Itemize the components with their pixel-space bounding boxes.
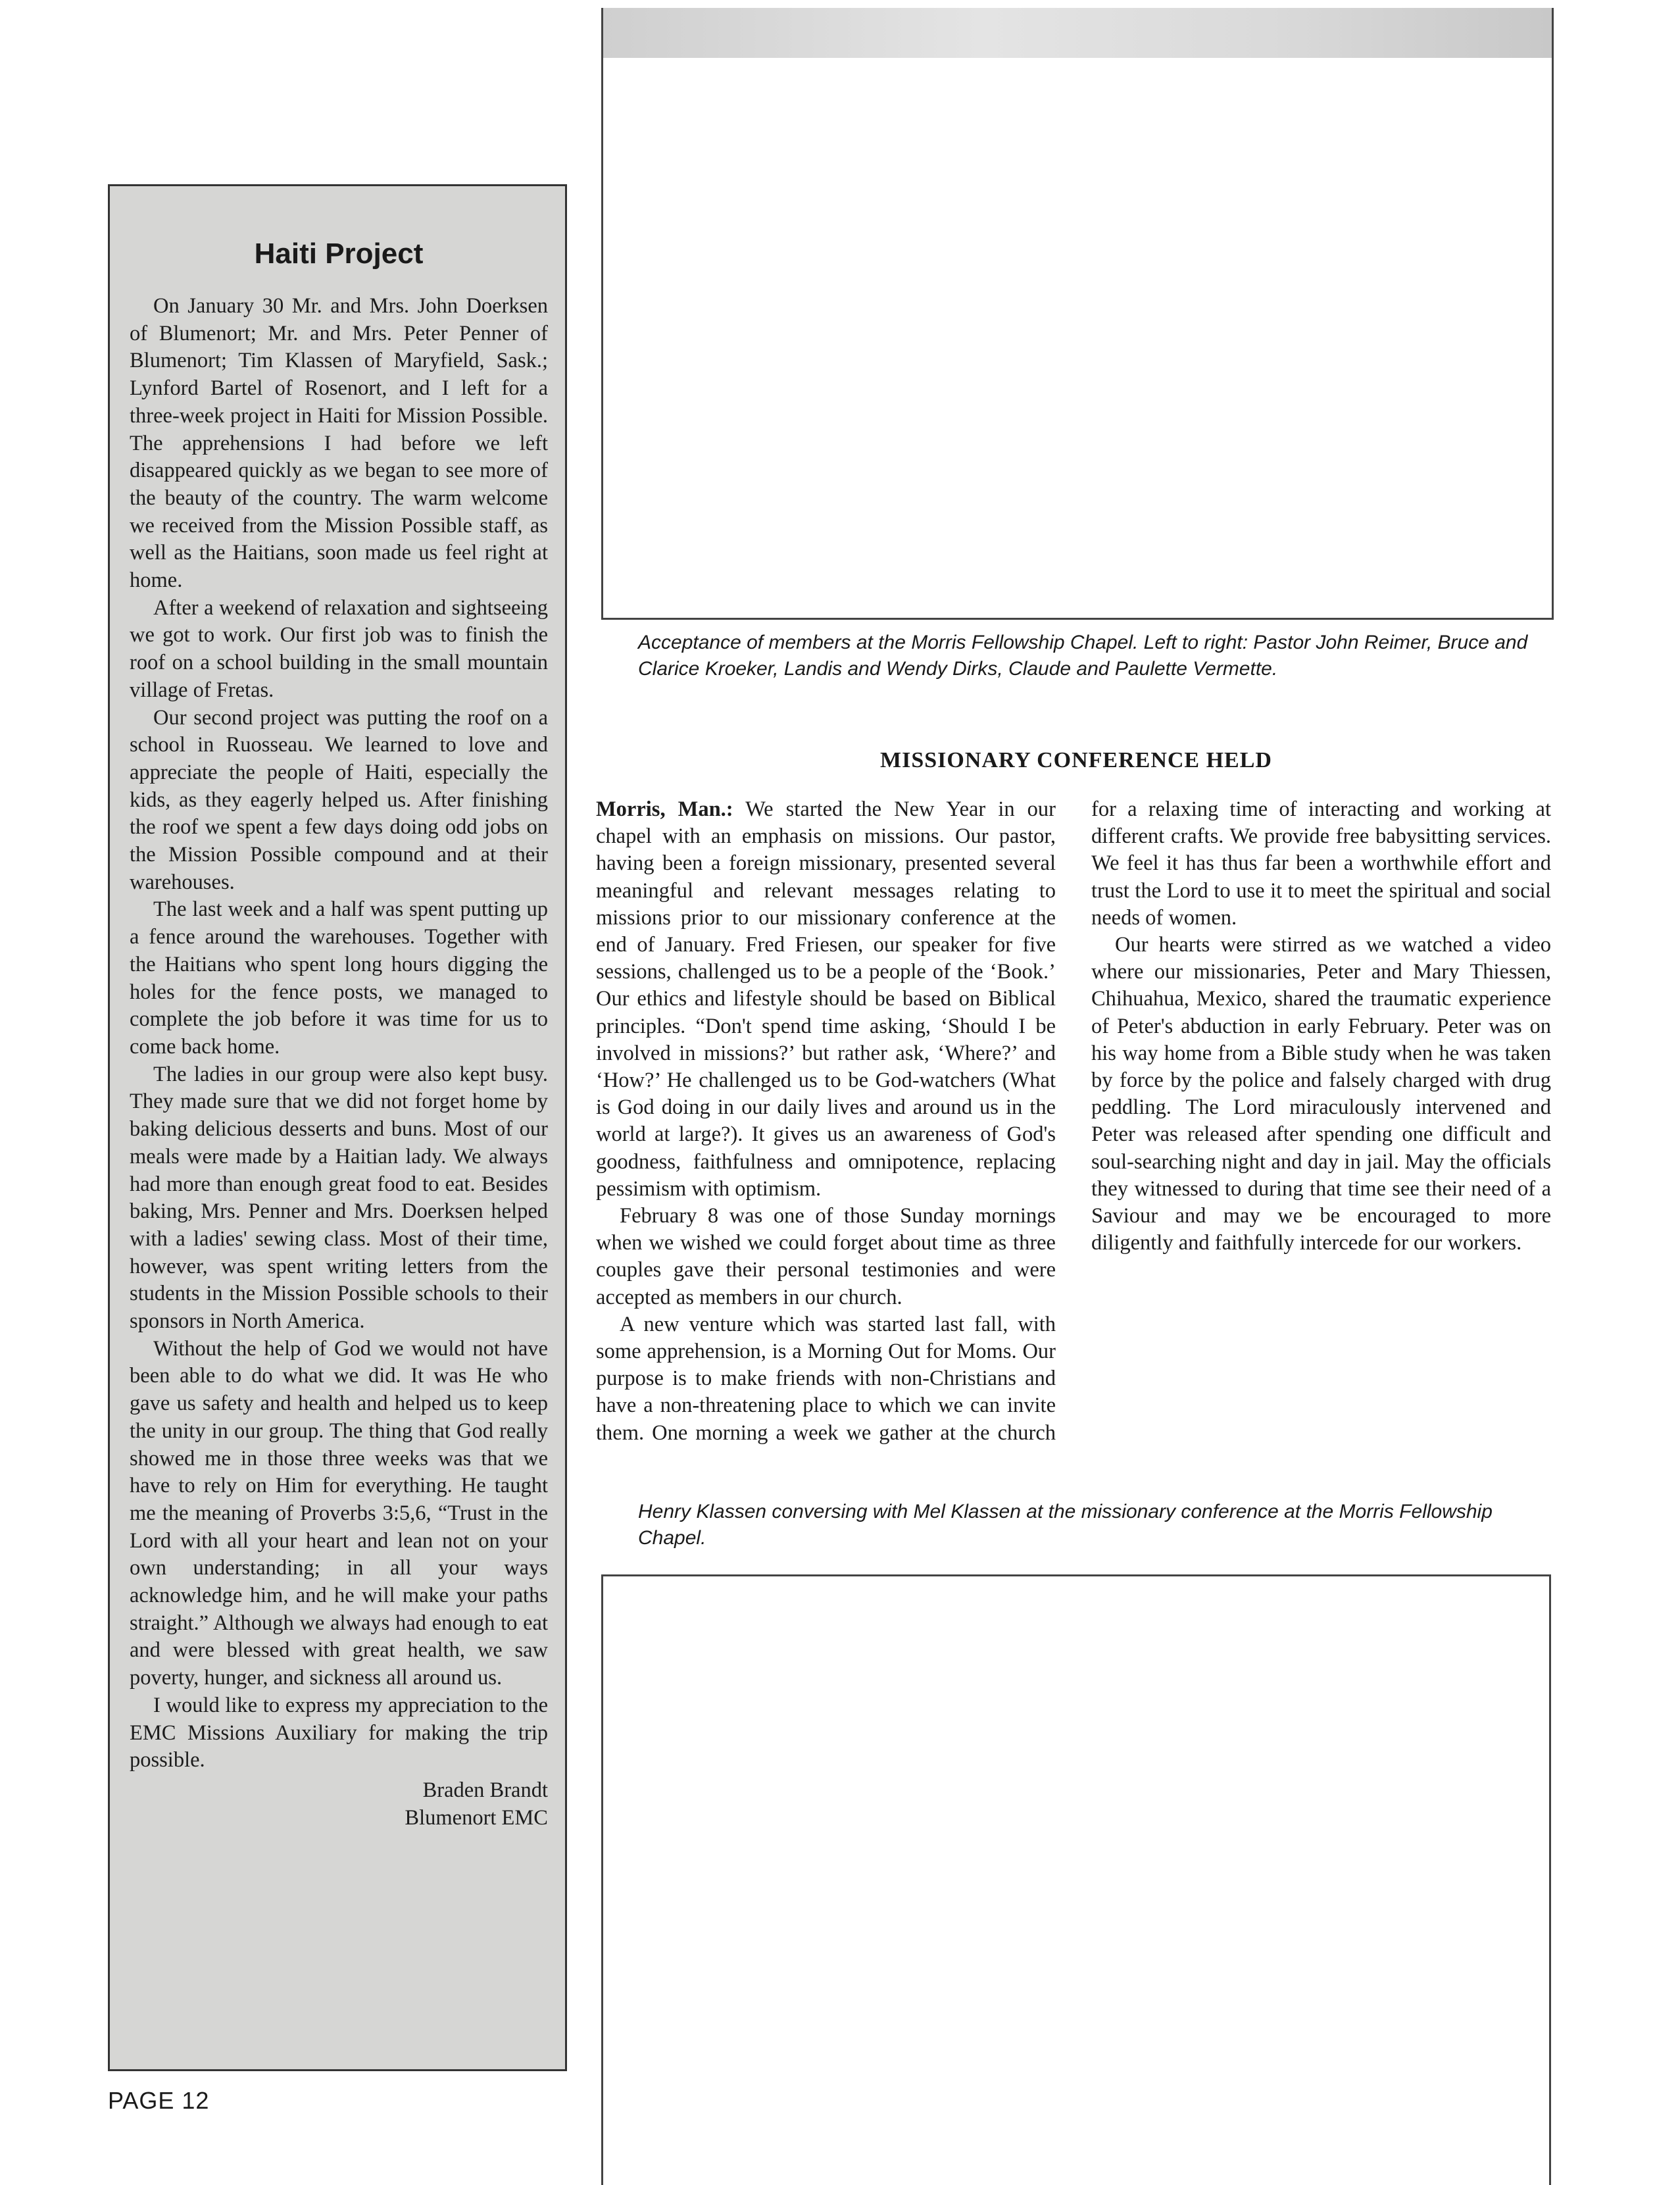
haiti-paragraph: On January 30 Mr. and Mrs. John Doerksen of Blumenort; Mr. and Mrs. Peter Penner of Blumenort; Tim Klassen of Maryfield, Sask.; Lynford Bartel of Rosenort, and I left for a three-week project in Haiti for Mission Possible. The apprehensions I had before we left disappeared quickly as we began to see more of the beauty of the country. The warm welcome we received from the Mission Possible staff, as well as the Haitians, soon made us feel right at home. [130, 294, 548, 593]
article-body [596, 796, 1551, 1454]
author-affiliation: Blumenort EMC [405, 1805, 548, 1830]
haiti-paragraph: Our second project was putting the roof on a school in Ruosseau. We learned to love and appreciate the people of Haiti, especially the kids, as they eagerly helped us. After finishing the roof we spent a few days doing odd jobs on the Mission Possible compound and at their warehouses. [130, 705, 548, 894]
haiti-project-title: Haiti Project [254, 238, 424, 270]
photo-klassen-conversation [601, 1574, 1551, 2185]
author-name: Braden Brandt [422, 1778, 548, 1802]
article-paragraph: February 8 was one of those Sunday mornings when we wished we could forget about time as three couples gave their personal testimonies and were accepted as members in our church. [596, 1204, 1056, 1309]
photo-top-edge-strip [603, 8, 1552, 58]
haiti-project-sidebar [108, 184, 567, 2071]
haiti-paragraph: I would like to express my appreciation to the EMC Missions Auxiliary for making the trip possible. [130, 1693, 548, 1772]
article-paragraph: A new venture which was started last fall, with some apprehension, is a Morning Out for Moms. Our purpose is to make friends with non-Christians and have a non-threatening place to which we can invite them. One morning a week we gather at the church for a relaxing time of interacting and working at different crafts. We provide free babysitting services. We feel it has thus far been a worthwhile effort and trust the Lord to use it to meet the spiritual and social needs of women. [596, 797, 1551, 1445]
photo-acceptance-of-members [601, 8, 1554, 620]
haiti-paragraph: The last week and a half was spent putting up a fence around the warehouses. Together with the Haitians who spent long hours digging the holes for the fence posts, we managed to complete the job before it was time for us to come back home. [130, 897, 548, 1059]
photo-caption-bottom: Henry Klassen conversing with Mel Klassen at the missionary conference at the Morris Fellowship Chapel. [638, 1501, 1493, 1549]
haiti-paragraph: After a weekend of relaxation and sightseeing we got to work. Our first job was to finish the roof on a school building in the small mountain village of Fretas. [130, 595, 548, 702]
haiti-paragraph: Without the help of God we would not have been able to do what we did. It was He who gave us safety and health and helped us to keep the unity in our group. The thing that God really showed me in those three weeks was that we have to rely on Him for everything. He taught me the meaning of Proverbs 3:5,6, “Trust in the Lord with all your heart and lean not on your own understanding; in all your ways acknowledge him, and he will make your paths straight.” Although we always had enough to eat and were blessed with great health, we saw poverty, hunger, and sickness all around us. [130, 1336, 548, 1690]
article-headline: MISSIONARY CONFERENCE HELD [880, 748, 1272, 772]
article-paragraph: Our hearts were stirred as we watched a video where our missionaries, Peter and Mary Thiessen, Chihuahua, Mexico, shared the traumatic experience of Peter's abduction in early February. Peter was on his way home from a Bible study when he was taken by force by the police and falsely charged with drug peddling. The Lord miraculously intervened and Peter was released after spending one difficult and soul-searching night and day in jail. May the officials they witnessed to during that time see their need of a Saviour and may we be encouraged to more diligently and faithfully intercede for our workers. [1091, 933, 1551, 1255]
photo-caption-top: Acceptance of members at the Morris Fellowship Chapel. Left to right: Pastor John Reimer, Bruce and Clarice Kroeker, Landis and Wendy Dirks, Claude and Paulette Vermette. [638, 632, 1528, 680]
haiti-paragraph: The ladies in our group were also kept busy. They made sure that we did not forget home by baking delicious desserts and buns. Most of our meals were made by a Haitian lady. We always had more than enough great food to eat. Besides baking, Mrs. Penner and Mrs. Doerksen helped with a ladies' sewing class. Most of their time, however, was spent writing letters from the students in the Mission Possible schools to their sponsors in North America. [130, 1062, 548, 1334]
article-first-paragraph [596, 796, 1056, 1203]
article-dateline: Morris, Man.: [596, 797, 733, 821]
article-lead-text: We started the New Year in our chapel with an emphasis on missions. Our pastor, having been a foreign missionary, presented several meaningful and relevant messages relating to missions prior to our missionary conference at the end of January. Fred Friesen, our speaker for five sessions, challenged us to be a people of the ‘Book.’ Our ethics and lifestyle should be based on Biblical principles. “Don't spend time asking, ‘Should I be involved in missions?’ but rather ask, ‘Where?’ and ‘How?’ He challenged us to be God-watchers (What is God doing in our daily lives and around us in the world at large?). It gives us an awareness of God's goodness, faithfulness and omnipotence, replacing pessimism with optimism. [596, 797, 1056, 1201]
haiti-signature [130, 1777, 548, 1832]
page-number: PAGE 12 [108, 2087, 210, 2114]
